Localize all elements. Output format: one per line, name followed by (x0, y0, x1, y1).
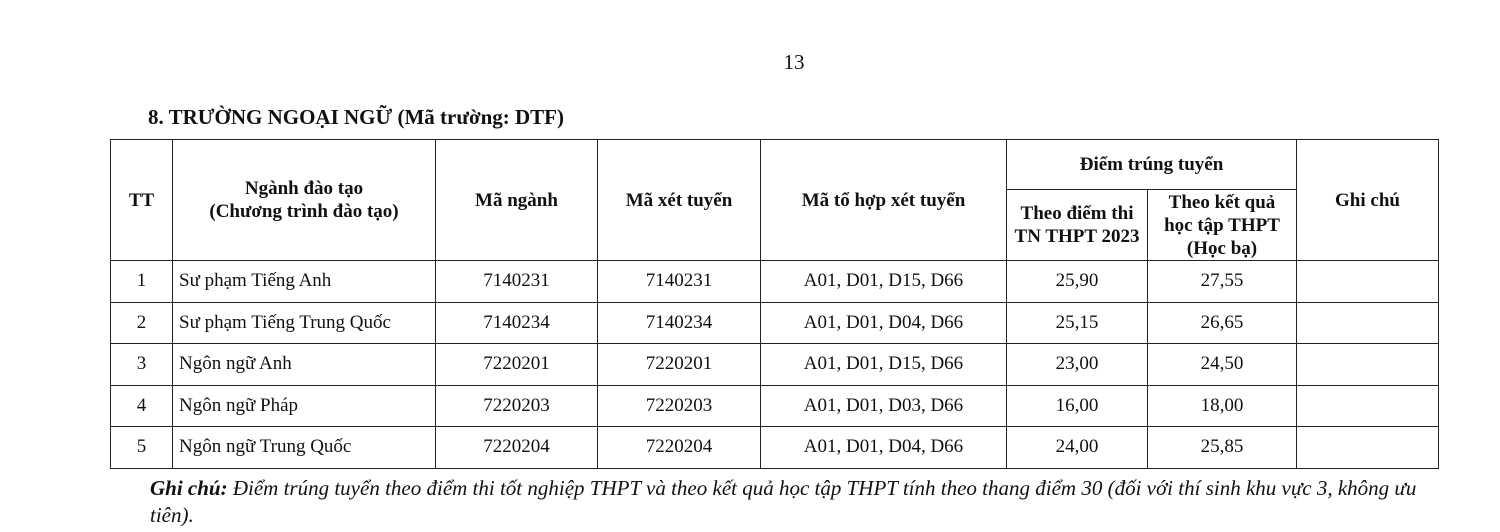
cell-score-transcript: 26,65 (1148, 302, 1297, 344)
cell-tt: 2 (111, 302, 173, 344)
table-row (111, 344, 1439, 386)
table-row (111, 427, 1439, 469)
section-title: 8. TRƯỜNG NGOẠI NGỮ (Mã trường: DTF) (148, 105, 565, 129)
cell-score-exam: 16,00 (1007, 385, 1148, 427)
cell-note (1297, 427, 1439, 469)
table-header (111, 140, 1439, 261)
footnote-label: Ghi chú: (150, 476, 228, 500)
cell-score-transcript: 25,85 (1148, 427, 1297, 469)
cell-note (1297, 261, 1439, 303)
cell-score-exam: 25,90 (1007, 261, 1148, 303)
table-row (111, 385, 1439, 427)
cell-tt: 1 (111, 261, 173, 303)
cell-score-transcript: 27,55 (1148, 261, 1297, 303)
header-combo: Mã tổ hợp xét tuyển (761, 140, 1007, 261)
header-major-line1: Ngành đào tạo (244, 178, 364, 199)
cell-major-code: 7140234 (436, 302, 598, 344)
cell-tt: 4 (111, 385, 173, 427)
cell-score-exam: 25,15 (1007, 302, 1148, 344)
cell-tt: 3 (111, 344, 173, 386)
header-admission-code: Mã xét tuyển (598, 140, 761, 261)
header-score-group: Điểm trúng tuyển (1007, 140, 1297, 190)
cell-major-code: 7220203 (436, 385, 598, 427)
cell-score-exam: 23,00 (1007, 344, 1148, 386)
cell-major: Ngôn ngữ Pháp (173, 385, 436, 427)
cell-note (1297, 385, 1439, 427)
cell-major-code: 7220204 (436, 427, 598, 469)
footnote-text: Điểm trúng tuyển theo điểm thi tốt nghiệp THPT và theo kết quả học tập THPT tính theo thang điểm 30 (đối với thí sinh khu vực 3, không ưu tiên). (150, 476, 1417, 527)
cell-combo: A01, D01, D15, D66 (761, 344, 1007, 386)
cell-admission-code: 7220201 (598, 344, 761, 386)
cell-admission-code: 7140234 (598, 302, 761, 344)
cell-admission-code: 7220203 (598, 385, 761, 427)
table-row (111, 261, 1439, 303)
table-body (111, 261, 1439, 469)
header-score-transcript: Theo kết quả học tập THPT (Học bạ) (1148, 190, 1297, 261)
cell-combo: A01, D01, D03, D66 (761, 385, 1007, 427)
cell-major: Ngôn ngữ Anh (173, 344, 436, 386)
cell-score-transcript: 24,50 (1148, 344, 1297, 386)
admission-score-table (110, 139, 1439, 469)
cell-admission-code: 7220204 (598, 427, 761, 469)
footnote (150, 475, 1460, 529)
cell-major: Sư phạm Tiếng Trung Quốc (173, 302, 436, 344)
header-tt: TT (111, 140, 173, 261)
header-major-line2: (Chương trình đào tạo) (209, 201, 399, 222)
page-number: 13 (783, 50, 805, 74)
cell-combo: A01, D01, D15, D66 (761, 261, 1007, 303)
cell-tt: 5 (111, 427, 173, 469)
header-score-exam: Theo điểm thi TN THPT 2023 (1007, 190, 1148, 261)
cell-major: Sư phạm Tiếng Anh (173, 261, 436, 303)
cell-note (1297, 344, 1439, 386)
cell-major-code: 7140231 (436, 261, 598, 303)
cell-major-code: 7220201 (436, 344, 598, 386)
cell-combo: A01, D01, D04, D66 (761, 302, 1007, 344)
header-major (173, 140, 436, 261)
header-notes: Ghi chú (1297, 140, 1439, 261)
cell-major: Ngôn ngữ Trung Quốc (173, 427, 436, 469)
cell-note (1297, 302, 1439, 344)
cell-combo: A01, D01, D04, D66 (761, 427, 1007, 469)
cell-score-exam: 24,00 (1007, 427, 1148, 469)
cell-admission-code: 7140231 (598, 261, 761, 303)
table-row (111, 302, 1439, 344)
header-major-code: Mã ngành (436, 140, 598, 261)
cell-score-transcript: 18,00 (1148, 385, 1297, 427)
